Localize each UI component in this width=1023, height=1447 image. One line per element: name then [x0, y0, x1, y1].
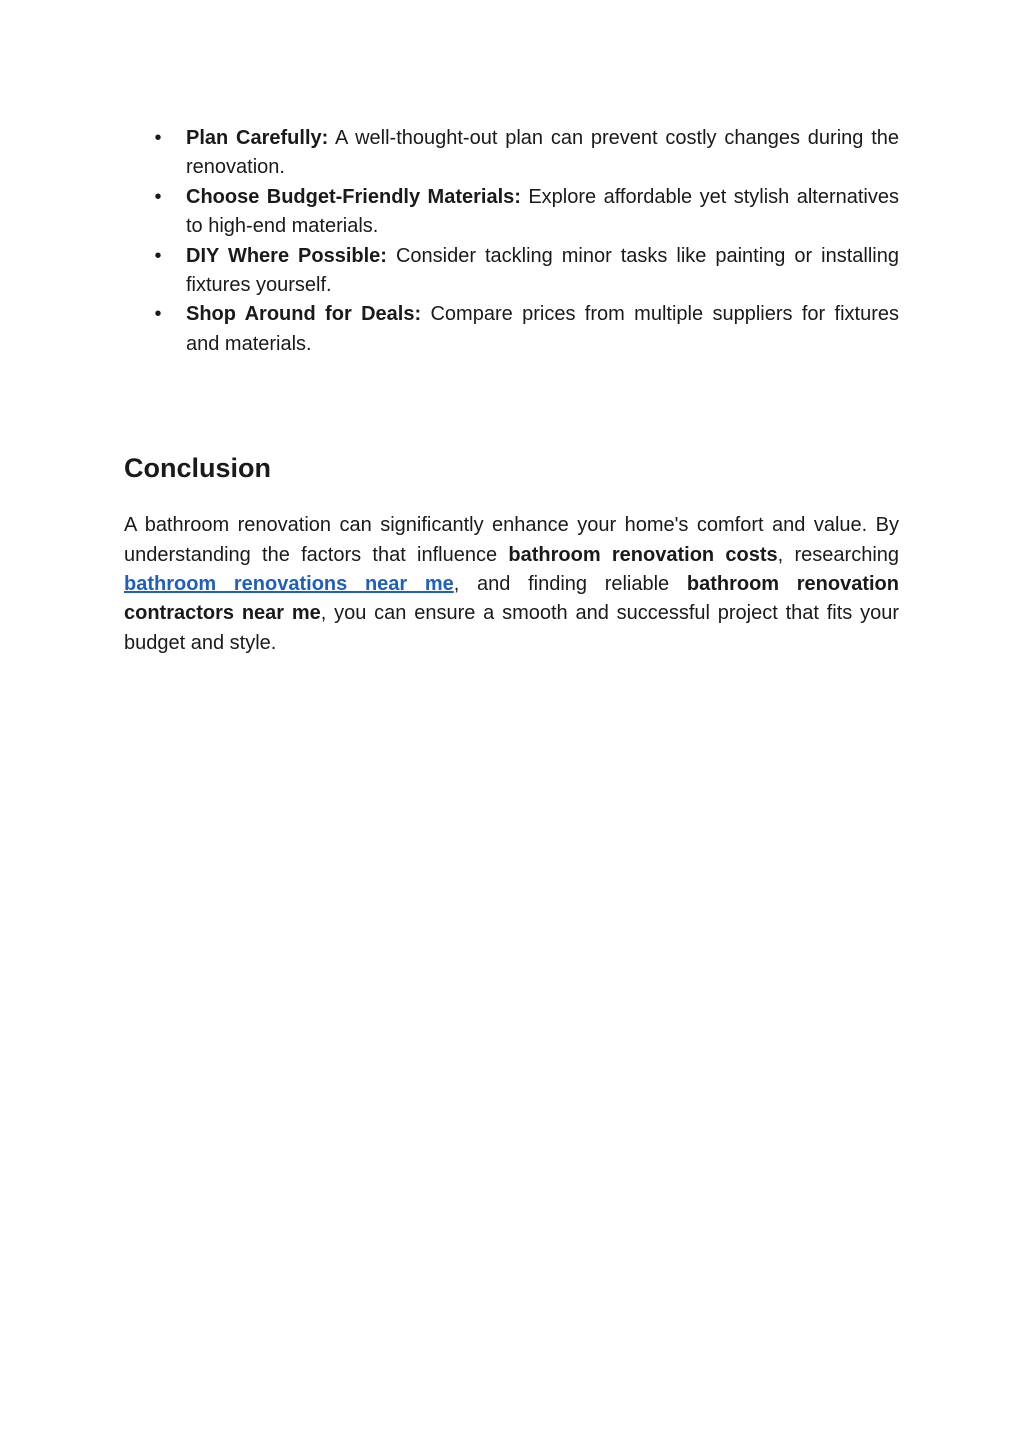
bullet-icon: • — [154, 303, 162, 326]
conclusion-text: , you can ensure a smooth and successful project that fits your budget and style. — [124, 602, 900, 654]
list-item — [124, 124, 899, 183]
conclusion-paragraph — [124, 511, 899, 658]
conclusion-text: , researching — [777, 543, 900, 566]
conclusion-heading: Conclusion — [124, 453, 271, 484]
bold-phrase-costs: bathroom renovation costs — [508, 543, 778, 566]
tip-title: DIY Where Possible: — [186, 244, 387, 267]
tip-text: Explore affordable yet stylish alternatives to high-end materials. — [186, 185, 899, 238]
bullet-icon: • — [154, 127, 162, 149]
document-page — [124, 124, 899, 658]
bullet-icon: • — [154, 185, 162, 208]
tips-list — [124, 124, 899, 359]
bathroom-renovations-near-me-link[interactable]: bathroom renovations near me — [124, 573, 454, 596]
bold-phrase-contractors: bathroom renovation contractors near me — [124, 573, 899, 625]
conclusion-text: A bathroom renovation can significantly enhance your home's comfort and value. By understanding the factors that influence — [124, 514, 899, 566]
list-item — [124, 183, 899, 242]
bullet-icon: • — [154, 244, 162, 267]
tip-title: Choose Budget-Friendly Materials: — [186, 185, 521, 208]
tip-text: A well-thought-out plan can prevent costly changes during the renovation. — [186, 127, 899, 179]
tip-title: Plan Carefully: — [186, 127, 329, 149]
tip-text: Consider tackling minor tasks like painting or installing fixtures yourself. — [186, 244, 899, 297]
list-item — [124, 300, 899, 359]
tip-title: Shop Around for Deals: — [186, 303, 422, 326]
conclusion-text: , and finding reliable — [453, 573, 687, 596]
list-item — [124, 242, 899, 301]
tip-text: Compare prices from multiple suppliers for fixtures and materials. — [186, 303, 900, 355]
